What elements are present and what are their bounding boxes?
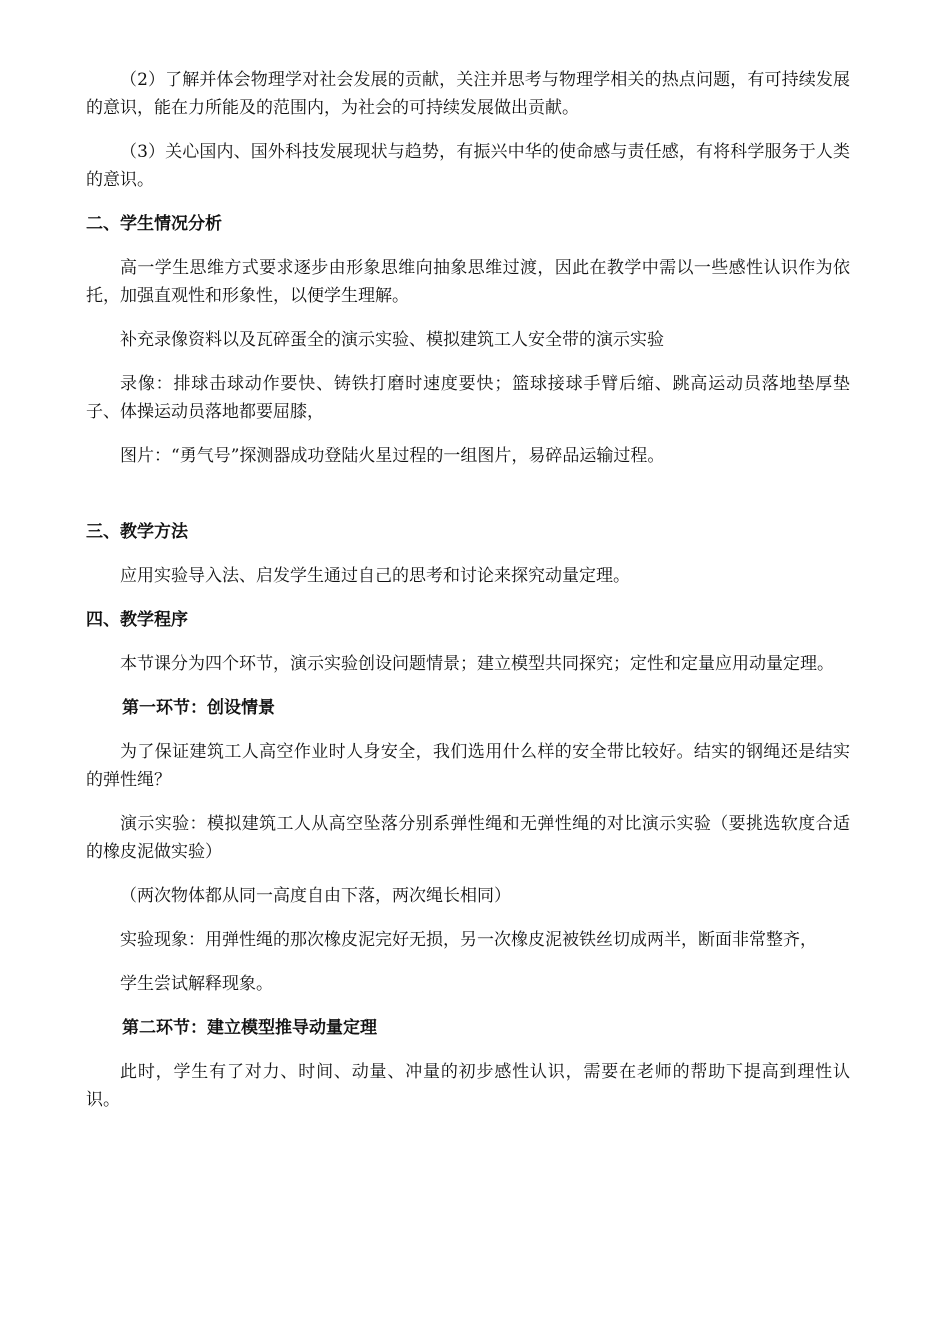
subheading-stage-1: 第一环节：创设情景	[122, 698, 275, 718]
goal-paragraph-3: （3）关心国内、国外科技发展现状与趋势，有振兴中华的使命感与责任感，有将科学服务于人类的意识。	[86, 142, 850, 190]
section-heading-teaching-method: 三、教学方法	[86, 522, 188, 542]
goal-paragraph-2: （2）了解并体会物理学对社会发展的贡献，关注并思考与物理学相关的热点问题，有可持续发展的意识，能在力所能及的范围内，为社会的可持续发展做出贡献。	[86, 70, 850, 118]
condition-paragraph: （两次物体都从同一高度自由下落，两次绳长相同）	[120, 886, 511, 906]
document-page	[86, 66, 850, 1130]
question-paragraph: 为了保证建筑工人高空作业时人身安全，我们选用什么样的安全带比较好。结实的钢绳还是结实的弹性绳？	[86, 742, 850, 790]
students-paragraph: 高一学生思维方式要求逐步由形象思维向抽象思维过渡，因此在教学中需以一些感性认识作为依托，加强直观性和形象性，以便学生理解。	[86, 258, 850, 306]
section-spacer	[86, 486, 850, 518]
section-heading-teaching-program: 四、教学程序	[86, 610, 188, 630]
subheading-stage-2: 第二环节：建立模型推导动量定理	[122, 1018, 377, 1038]
program-paragraph: 本节课分为四个环节，演示实验创设问题情景；建立模型共同探究；定性和定量应用动量定理。	[120, 654, 834, 674]
phenomenon-paragraph: 实验现象：用弹性绳的那次橡皮泥完好无损，另一次橡皮泥被铁丝切成两半，断面非常整齐，	[120, 930, 817, 950]
section-heading-student-analysis: 二、学生情况分析	[86, 214, 222, 234]
method-paragraph: 应用实验导入法、启发学生通过自己的思考和讨论来探究动量定理。	[120, 566, 630, 586]
video-paragraph: 录像：排球击球动作要快、铸铁打磨时速度要快；篮球接球手臂后缩、跳高运动员落地垫厚垫子、体操运动员落地都要屈膝，	[86, 374, 850, 422]
demo-paragraph: 演示实验：模拟建筑工人从高空坠落分别系弹性绳和无弹性绳的对比演示实验（要挑选软度合适的橡皮泥做实验）	[86, 814, 850, 862]
explain-paragraph: 学生尝试解释现象。	[120, 974, 273, 994]
supplement-paragraph: 补充录像资料以及瓦碎蛋全的演示实验、模拟建筑工人安全带的演示实验	[120, 330, 664, 350]
model-paragraph: 此时，学生有了对力、时间、动量、冲量的初步感性认识，需要在老师的帮助下提高到理性认识。	[86, 1062, 850, 1110]
pictures-paragraph: 图片：“勇气号”探测器成功登陆火星过程的一组图片，易碎品运输过程。	[120, 446, 665, 466]
